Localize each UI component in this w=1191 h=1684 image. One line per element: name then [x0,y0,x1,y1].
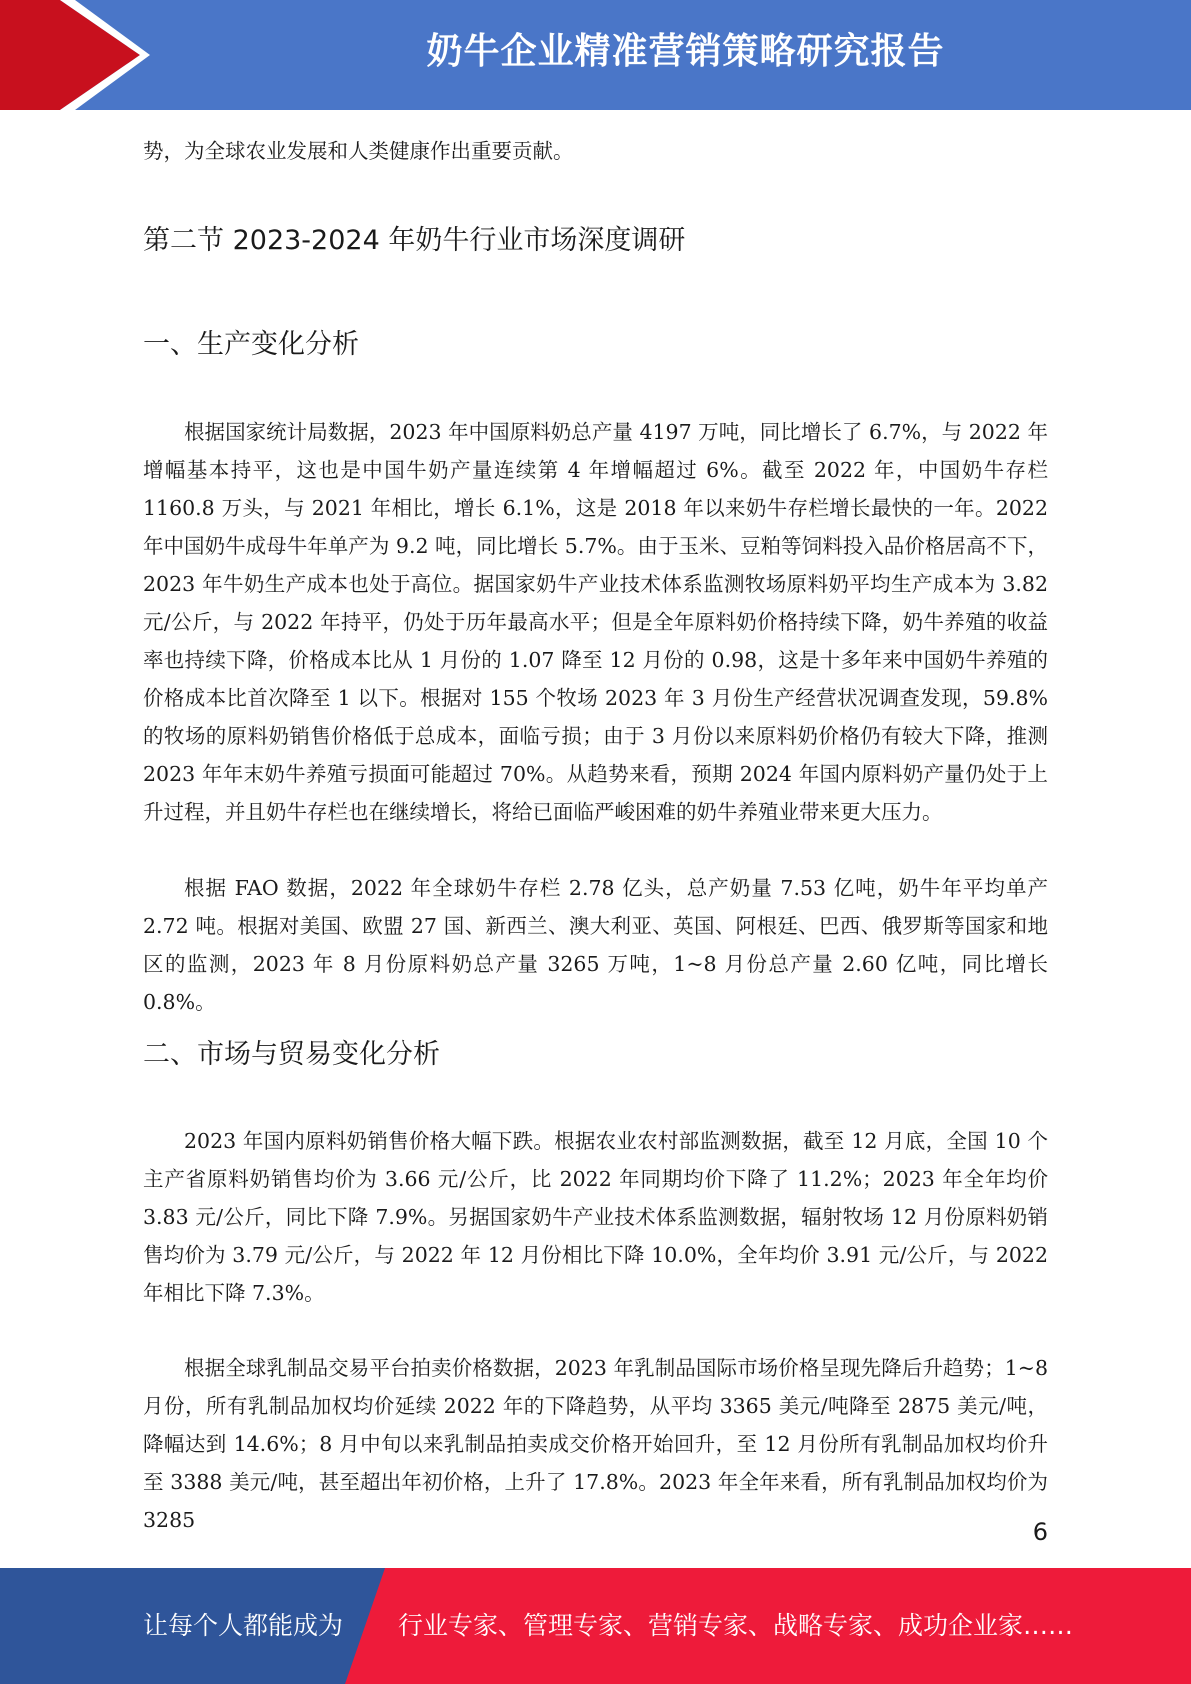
section-title: 第二节 2023-2024 年奶牛行业市场深度调研 [143,225,686,256]
paragraph-production: 根据国家统计局数据，2023 年中国原料奶总产量 4197 万吨，同比增长了 6.7%，与 2022 年增幅基本持平，这也是中国牛奶产量连续第 4 年增幅超过 6%。截至 2022 年，中国奶牛存栏 1160.8 万头，与 2021 年相比，增长 6.1%，这是 2018 年以来奶牛存栏增长最快的一年。2022 年中国奶牛成母牛年单产为 9.2 吨，同比增长 5.7%。由于玉米、豆粕等饲料投入品价格居高不下，2023 年牛奶生产成本也处于高位。据国家奶牛产业技术体系监测牧场原料奶平均生产成本为 3.82 元/公斤，与 2022 年持平，仍处于历年最高水平；但是全年原料奶价格持续下降，奶牛养殖的收益率也持续下降，价格成本比从 1 月份的 1.07 降至 12 月份的 0.98，这是十多年来中国奶牛养殖的价格成本比首次降至 1 以下。根据对 155 个牧场 2023 年 3 月份生产经营状况调查发现，59.8%的牧场的原料奶销售价格低于总成本，面临亏损；由于 3 月份以来原料奶价格仍有较大下降，推测 2023 年年末奶牛养殖亏损面可能超过 70%。从趋势来看，预期 2024 年国内原料奶产量仍处于上升过程，并且奶牛存栏也在继续增长，将给已面临严峻困难的奶牛养殖业带来更大压力。 [143,420,1048,824]
header-title: 奶牛企业精准营销策略研究报告 [426,31,945,72]
subsection-title-production: 一、生产变化分析 [143,329,359,360]
paragraph-domestic-price: 2023 年国内原料奶销售价格大幅下跌。根据农业农村部监测数据，截至 12 月底，全国 10 个主产省原料奶销售均价为 3.66 元/公斤，比 2022 年同期均价下降了 11.2%；2023 年全年均价 3.83 元/公斤，同比下降 7.9%。另据国家奶牛产业技术体系监测数据，辐射牧场 12 月份原料奶销售均价为 3.79 元/公斤，与 2022 年 12 月份相比下降 10.0%，全年均价 3.91 元/公斤，与 2022 年相比下降 7.3%。 [143,1129,1048,1305]
footer-slogan-right: 行业专家、管理专家、营销专家、战略专家、成功企业家…… [398,1611,1074,1640]
subsection-title-market: 二、市场与贸易变化分析 [143,1039,440,1070]
paragraph-global-production: 根据 FAO 数据，2022 年全球奶牛存栏 2.78 亿头，总产奶量 7.53 亿吨，奶牛年平均单产 2.72 吨。根据对美国、欧盟 27 国、新西兰、澳大利亚、英国、阿根廷、巴西、俄罗斯等国家和地区的监测，2023 年 8 月份原料奶总产量 3265 万吨，1~8 月份总产量 2.60 亿吨，同比增长 0.8%。 [143,876,1048,1014]
footer-banner [0,1568,1191,1684]
page-number: 6 [1032,1518,1048,1546]
red-chevron-icon [0,0,150,110]
header-banner [0,0,1191,110]
paragraph-international-price: 根据全球乳制品交易平台拍卖价格数据，2023 年乳制品国际市场价格呈现先降后升趋势；1~8 月份，所有乳制品加权均价延续 2022 年的下降趋势，从平均 3365 美元/吨降至 2875 美元/吨，降幅达到 14.6%；8 月中旬以来乳制品拍卖成交价格开始回升，至 12 月份所有乳制品加权均价升至 3388 美元/吨，甚至超出年初价格，上升了 17.8%。2023 年全年来看，所有乳制品加权均价为 3285 [143,1356,1048,1532]
footer-slogan-left: 让每个人都能成为 [143,1611,344,1640]
continuation-text: 势，为全球农业发展和人类健康作出重要贡献。 [143,139,574,163]
